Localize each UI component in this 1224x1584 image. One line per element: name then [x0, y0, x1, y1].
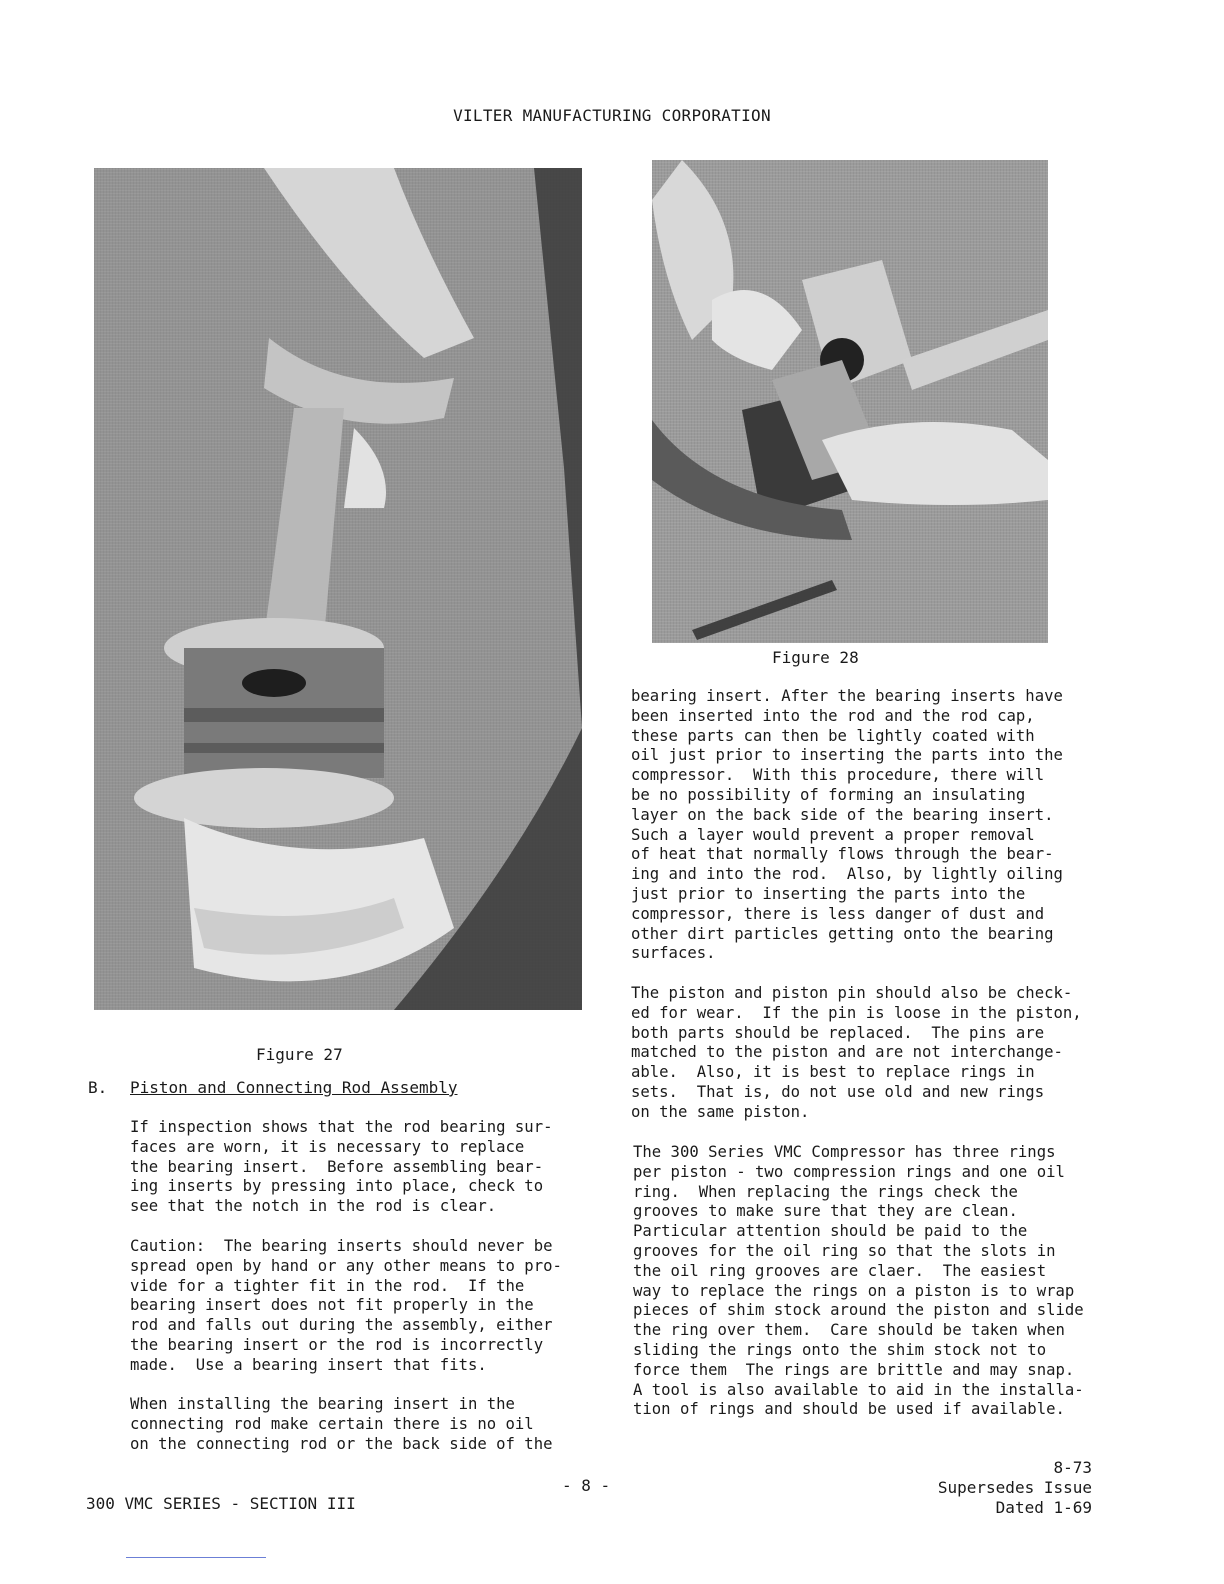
date-code: 8-73	[1053, 1458, 1092, 1477]
scan-artifact-line	[126, 1557, 266, 1558]
figure-27-caption: Figure 27	[256, 1045, 343, 1064]
page-number: - 8 -	[562, 1476, 611, 1495]
section-label: B.	[88, 1078, 108, 1097]
paragraph-bearing-oiling: bearing insert. After the bearing inserts have been inserted into the rod and the rod cap, these parts can then be lightly coated with oil just prior to inserting the parts into the compressor. With this procedure, there will be no possibility of forming an insulating layer on the back side of the bearing insert. Such a layer would prevent a proper removal of heat that normally flows through the bear- ing and into the rod. Also, by lightly oiling just prior to inserting the parts into the compressor, there is less danger of dust and other dirt particles getting onto the bearing surfaces.	[631, 687, 1063, 963]
issue-info	[938, 1458, 1092, 1518]
paragraph-piston-pin-wear: The piston and piston pin should also be check- ed for wear. If the pin is loose in the piston, both parts should be replaced. The pins are matched to the piston and are not interchange- able. Also, it is best to replace rings in sets. That is, do not use old and new rings on the same piston.	[631, 984, 1082, 1121]
figure-28-caption: Figure 28	[772, 648, 859, 667]
ring-installation-illustration	[652, 160, 1048, 643]
paragraph-installing-insert: When installing the bearing insert in the connecting rod make certain there is no oil on the connecting rod or the back side of the	[130, 1395, 553, 1453]
figure-28-photo	[652, 160, 1048, 643]
paragraph-bearing-inspection: If inspection shows that the rod bearing sur- faces are worn, it is necessary to replace the bearing insert. Before assembling bear- ing inserts by pressing into place, check to see that the notch in the rod is clear.	[130, 1118, 553, 1216]
figure-27-photo	[94, 168, 582, 1010]
page-header: VILTER MANUFACTURING CORPORATION	[453, 106, 771, 125]
paragraph-caution: Caution: The bearing inserts should never be spread open by hand or any other means to pro- vide for a tighter fit in the rod. If the bearing insert does not fit properly in the rod and falls out during the assembly, either the bearing insert or the rod is incorrectly made. Use a bearing insert that fits.	[130, 1237, 562, 1374]
piston-rod-illustration	[94, 168, 582, 1010]
paragraph-piston-rings: The 300 Series VMC Compressor has three rings per piston - two compression rings and one oil ring. When replacing the rings check the grooves to make sure that they are clean. Particular attention should be paid to the grooves for the oil ring so that the slots in the oil ring grooves are claer. The easiest way to replace the rings on a piston is to wrap pieces of shim stock around the piston and slide the ring over them. Care should be taken when sliding the rings onto the shim stock not to force them The rings are brittle and may snap. A tool is also available to aid in the installa- tion of rings and should be used if available.	[633, 1143, 1084, 1419]
supersedes-label: Supersedes Issue	[937, 1478, 1092, 1497]
series-section-label: 300 VMC SERIES - SECTION III	[86, 1494, 356, 1513]
section-title: Piston and Connecting Rod Assembly	[130, 1078, 458, 1097]
dated-label: Dated 1-69	[995, 1498, 1092, 1517]
section-heading	[88, 1078, 458, 1097]
